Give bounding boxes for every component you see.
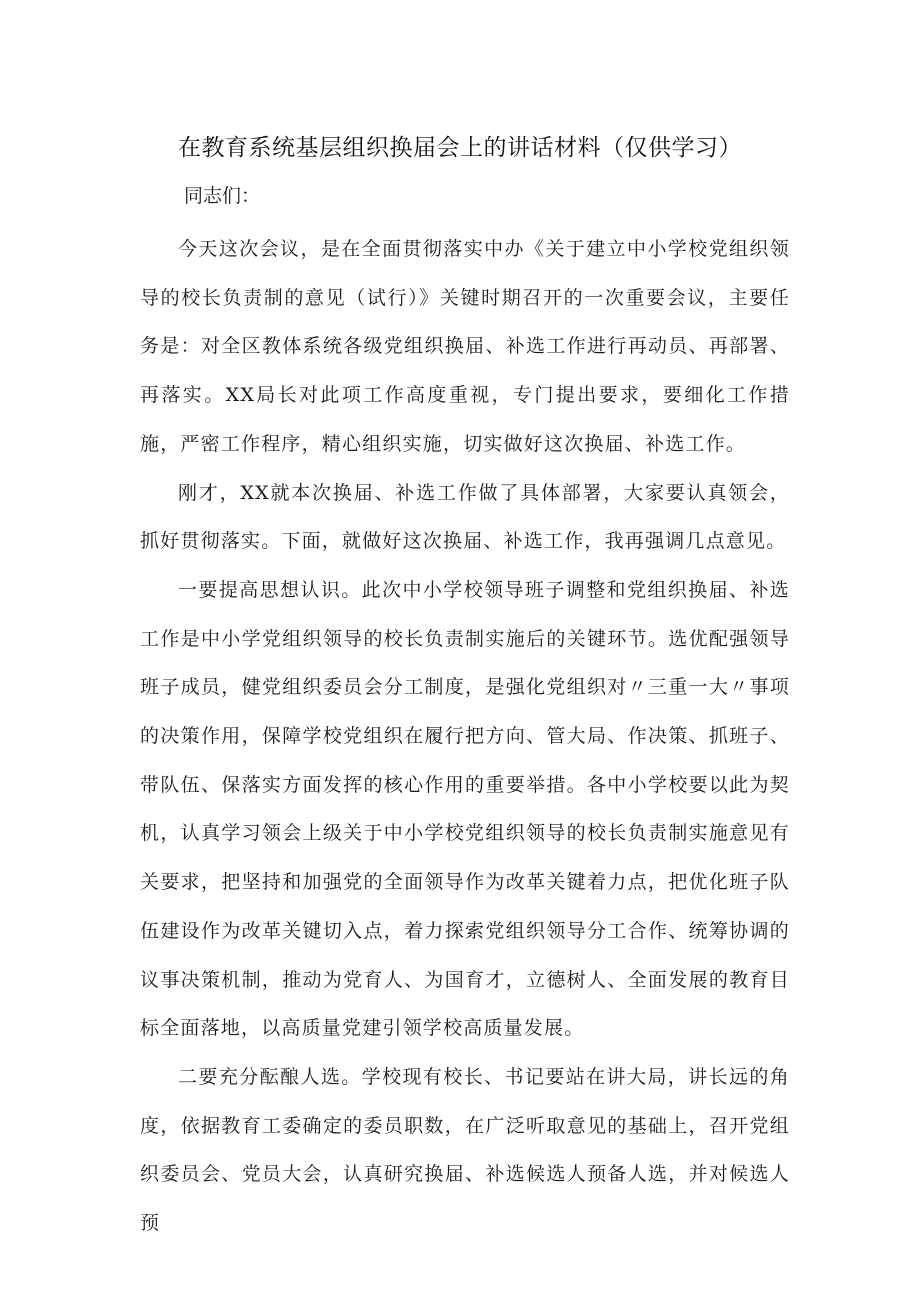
paragraph-point-one: 一要提高思想认识。此次中小学校领导班子调整和党组织换届、补选工作是中小学党组织领导的校长负责制实施后的关键环节。选优配强领导班子成员，健党组织委员会分工制度，是强化党组织对〃三重一大〃事项的决策作用，保障学校党组织在履行把方向、管大局、作决策、抓班子、带队伍、保落实方面发挥的核心作用的重要举措。各中小学校要以此为契机，认真学习领会上级关于中小学校党组织领导的校长负责制实施意见有关要求，把坚持和加强党的全面领导作为改革关键着力点，把优化班子队伍建设作为改革关键切入点，着力探索党组织领导分工合作、统筹协调的议事决策机制，推动为党育人、为国育才，立德树人、全面发展的教育目标全面落地，以高质量党建引领学校高质量发展。 <box>140 578 790 1040</box>
page-title: 在教育系统基层组织换届会上的讲话材料（仅供学习） <box>178 135 742 161</box>
salutation: 同志们： <box>184 185 261 207</box>
paragraph-point-two: 二要充分酝酿人选。学校现有校长、书记要站在讲大局，讲长远的角度，依据教育工委确定的委员职数，在广泛听取意见的基础上，召开党组织委员会、党员大会，认真研究换届、补选候选人预备人选，并对候选人预 <box>140 1065 790 1235</box>
paragraph-deployment: 刚才，XX就本次换届、补选工作做了具体部署，大家要认真领会，抓好贯彻落实。下面，就做好这次换届、补选工作，我再强调几点意见。 <box>140 481 790 553</box>
document-body <box>140 225 790 1248</box>
paragraph-opening: 今天这次会议，是在全面贯彻落实中办《关于建立中小学校党组织领导的校长负责制的意见（试行）》关键时期召开的一次重要会议，主要任务是：对全区教体系统各级党组织换届、补选工作进行再动员、再部署、再落实。XX局长对此项工作高度重视，专门提出要求，要细化工作措施，严密工作程序，精心组织实施，切实做好这次换届、补选工作。 <box>140 238 790 455</box>
